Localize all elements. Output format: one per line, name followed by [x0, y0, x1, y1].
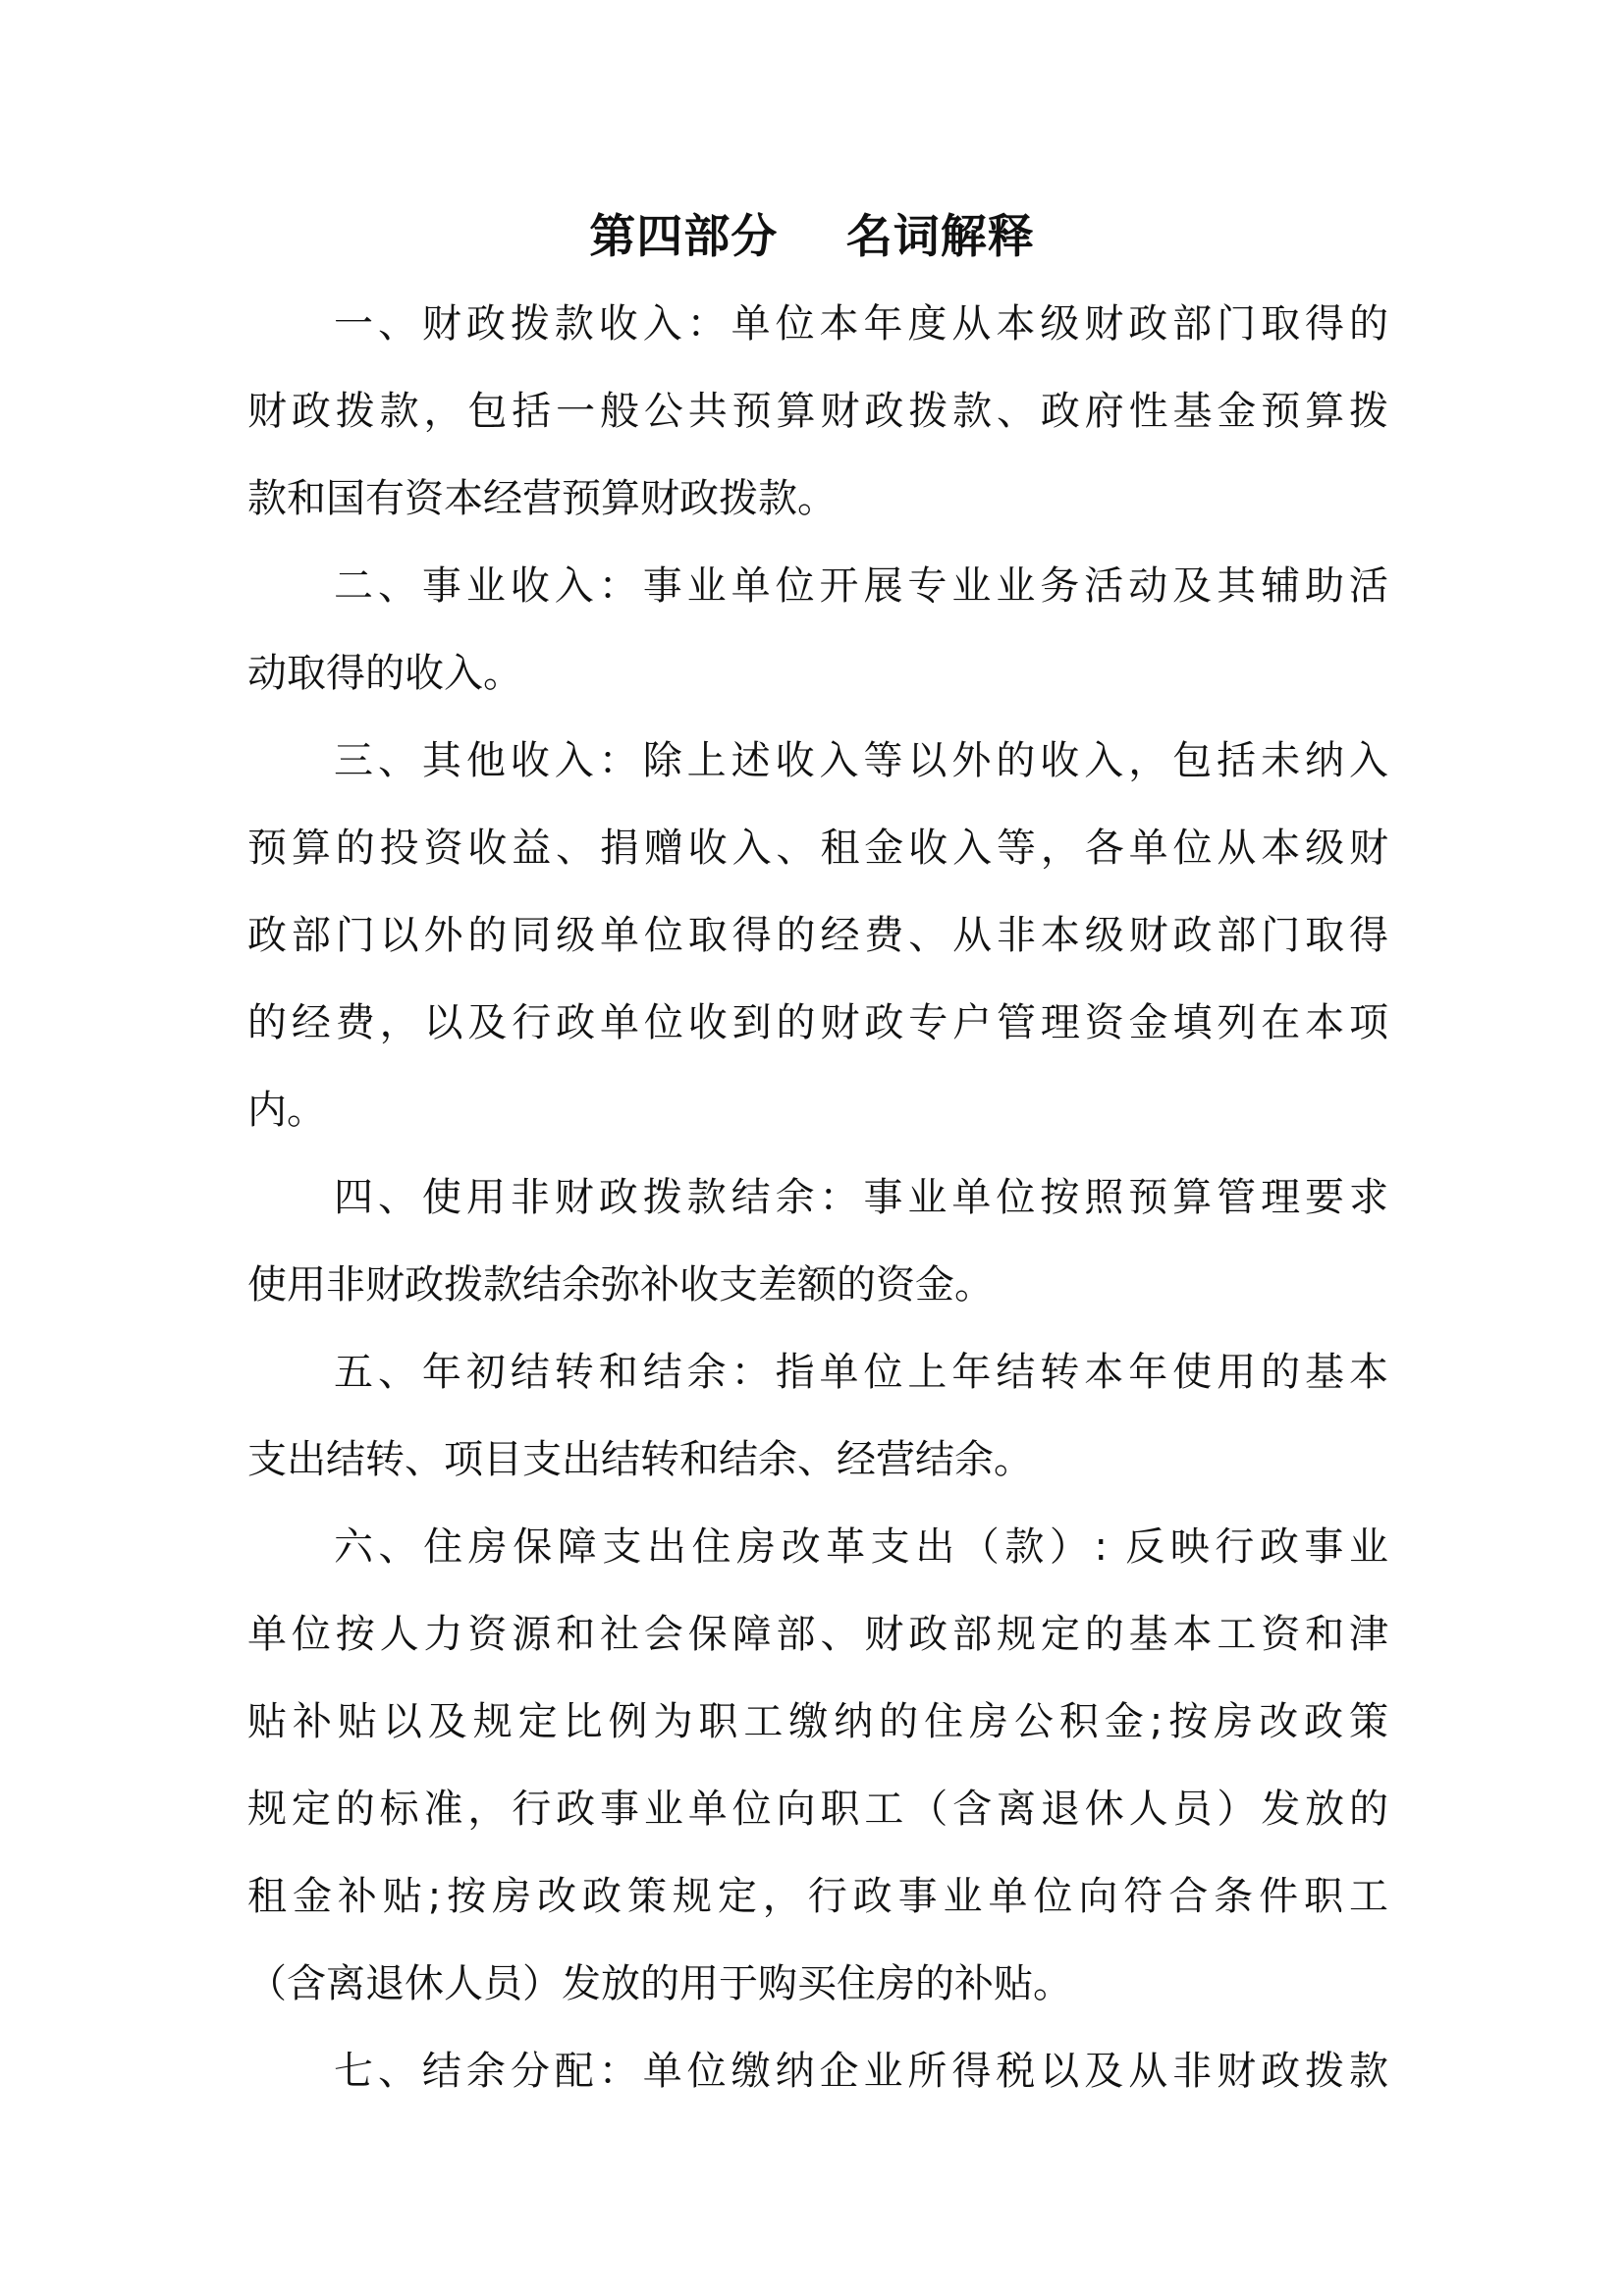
- text-line: 规定的标准，行政事业单位向职工（含离退休人员）发放的: [247, 1787, 1388, 1832]
- text-line: 二、事业收入：事业单位开展专业业务活动及其辅助活: [334, 563, 1388, 609]
- text-line: 使用非财政拨款结余弥补收支差额的资金。: [247, 1262, 994, 1308]
- text-line: （含离退休人员）发放的用于购买住房的补贴。: [247, 1961, 1072, 2006]
- text-line: 七、结余分配：单位缴纳企业所得税以及从非财政拨款: [334, 2049, 1388, 2094]
- text-line: 五、年初结转和结余：指单位上年结转本年使用的基本: [334, 1350, 1388, 1395]
- page-title: 第四部分 名词解释: [589, 210, 1035, 264]
- text-line: 贴补贴以及规定比例为职工缴纳的住房公积金;按房改政策: [247, 1699, 1388, 1744]
- text-line: 四、使用非财政拨款结余：事业单位按照预算管理要求: [334, 1175, 1388, 1220]
- text-line: 单位按人力资源和社会保障部、财政部规定的基本工资和津: [247, 1612, 1388, 1657]
- text-line: 的经费，以及行政单位收到的财政专户管理资金填列在本项: [247, 1000, 1388, 1045]
- text-line: 财政拨款，包括一般公共预算财政拨款、政府性基金预算拨: [247, 389, 1388, 434]
- text-line: 三、其他收入：除上述收入等以外的收入，包括未纳入: [334, 738, 1388, 783]
- text-line: 支出结转、项目支出结转和结余、经营结余。: [247, 1437, 1033, 1482]
- text-line: 六、住房保障支出住房改革支出（款）: 反映行政事业: [334, 1524, 1388, 1570]
- text-line: 预算的投资收益、捐赠收入、租金收入等，各单位从本级财: [247, 826, 1388, 871]
- text-line: 一、财政拨款收入：单位本年度从本级财政部门取得的: [334, 301, 1388, 347]
- text-line: 动取得的收入。: [247, 651, 522, 696]
- text-line: 款和国有资本经营预算财政拨款。: [247, 476, 837, 521]
- text-line: 租金补贴;按房改政策规定，行政事业单位向符合条件职工: [247, 1874, 1388, 1919]
- text-line: 内。: [247, 1088, 326, 1133]
- text-line: 政部门以外的同级单位取得的经费、从非本级财政部门取得: [247, 913, 1388, 958]
